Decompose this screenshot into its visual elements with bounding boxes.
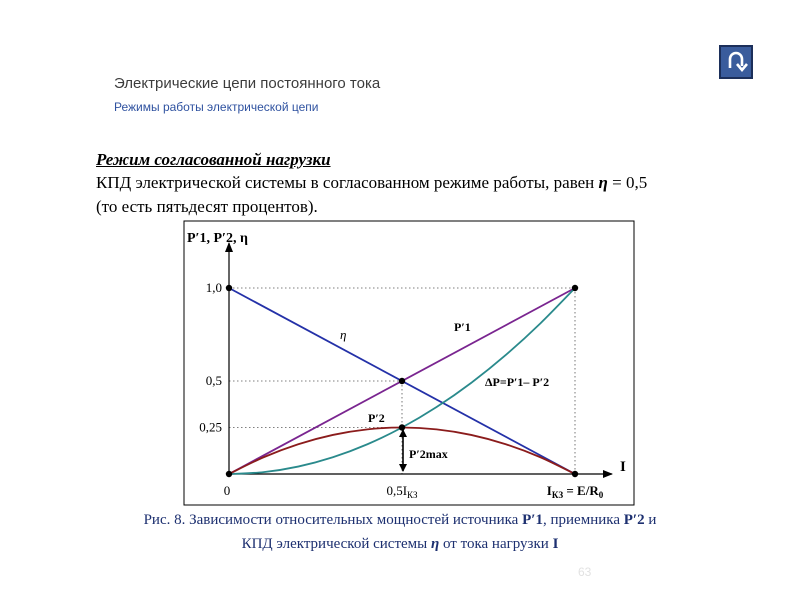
y-tick-label: 0,25 <box>199 419 222 435</box>
slide-title: Электрические цепи постоянного тока <box>114 75 381 92</box>
caption-text: Рис. 8. Зависимости относительных мощностей источника <box>143 512 523 528</box>
x-tick-label: 0 <box>223 483 231 498</box>
y-tick-label: 1,0 <box>205 280 222 295</box>
statement-text: КПД электрической системы в согласованном режиме работы, равен <box>96 173 599 192</box>
page-number: 63 <box>578 565 592 579</box>
figure-caption-line-1 <box>50 512 750 529</box>
data-point <box>226 285 232 291</box>
section-heading: Режим согласованной нагрузки <box>96 150 331 169</box>
caption-eta: η <box>431 536 440 552</box>
x-axis-label: I <box>620 459 626 475</box>
data-point <box>399 378 405 384</box>
data-point <box>399 424 405 430</box>
p2max-label: P′2max <box>409 447 448 461</box>
p2max-arrow-up <box>399 429 407 437</box>
caption-text: , приемника <box>543 512 624 528</box>
x-tick-label: $I_{КЗ} = E/R_0$ <box>546 483 604 500</box>
eta-symbol: η <box>598 173 608 192</box>
slide-subtitle: Режимы работы электрической цепи <box>114 100 319 114</box>
data-point <box>572 471 578 477</box>
y-tick-label: 0,5 <box>205 373 222 388</box>
delta-p-label: ΔP=P′1– P′2 <box>485 375 550 389</box>
caption-p2: P′2 <box>623 512 645 528</box>
figure-caption-line-2 <box>50 536 750 553</box>
p2-label: P′2 <box>368 411 385 425</box>
p2max-arrow-down <box>399 464 407 472</box>
caption-text: и <box>644 512 657 528</box>
caption-current: I <box>552 536 559 552</box>
caption-text: от тока нагрузки <box>439 536 553 552</box>
caption-p1: P′1 <box>522 512 543 528</box>
data-point <box>226 471 232 477</box>
eta-label: η <box>340 327 347 342</box>
p1-label: P′1 <box>454 320 471 334</box>
statement-value: = 0,5 <box>607 173 648 192</box>
caption-text: КПД электрической системы <box>241 536 431 552</box>
x-tick-label: $0,5I_{КЗ}$ <box>386 483 418 500</box>
efficiency-percent-note: (то есть пятьдесят процентов). <box>96 197 318 216</box>
data-point <box>572 285 578 291</box>
y-axis-label: P′1, P′2, η <box>187 231 248 246</box>
